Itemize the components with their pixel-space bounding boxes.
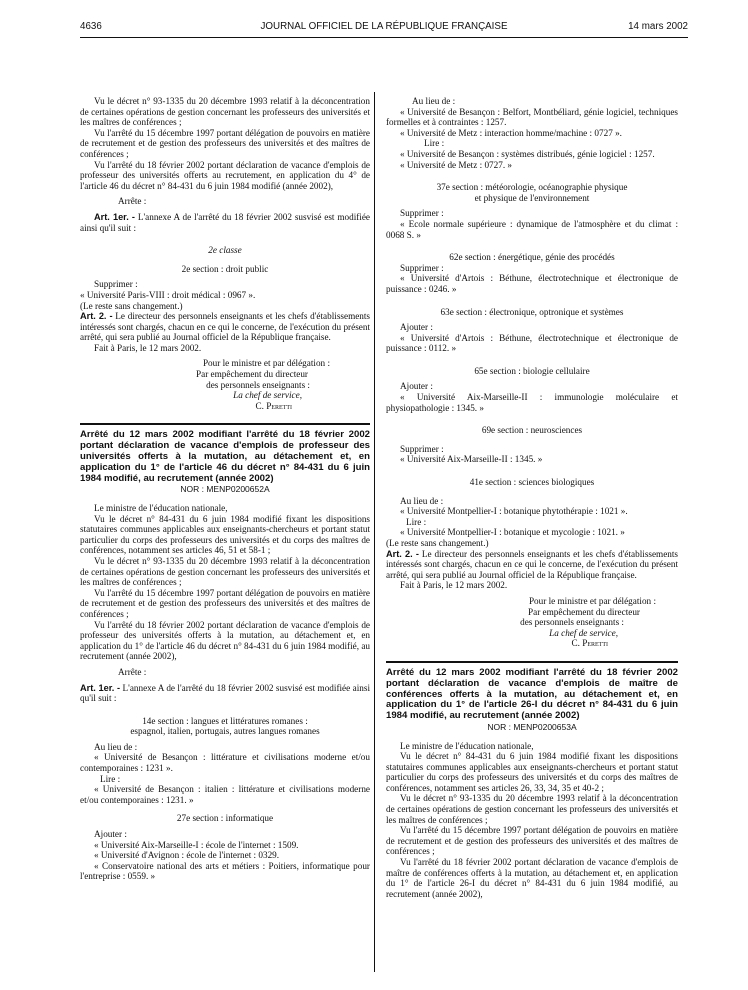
unchanged-note: (Le reste sans changement.) xyxy=(386,538,489,548)
entry: « Université d'Artois : Béthune, électrotechnique et électronique de puissance : 0112. » xyxy=(386,332,678,354)
aulieu-label: Au lieu de : xyxy=(412,96,456,106)
entry: « Université d'Avignon : école de l'internet : 0329. xyxy=(94,850,280,861)
signature-role xyxy=(386,628,678,639)
section-heading: 37e section : météorologie, océanographie physique xyxy=(436,182,628,193)
right-column xyxy=(386,96,678,899)
signature-line: Pour le ministre et par délégation : xyxy=(202,358,330,369)
unchanged-note: (Le reste sans changement.) xyxy=(80,300,183,311)
article-text: Le directeur des personnels enseignants et les chefs d'établissements intéressés sont chargés, chacun en ce qui le concerne, de l'exécution du présent arrêté, qui sera publié au Journal officiel de la République française. xyxy=(386,548,678,580)
aulieu-label: Au lieu de : xyxy=(94,741,138,752)
article-paragraph xyxy=(80,311,370,343)
signatory-name xyxy=(386,638,678,649)
minister-line: Le ministre de l'éducation nationale, xyxy=(400,740,534,751)
visa-paragraph: Vu l'arrêté du 18 février 2002 portant déclaration de vacance d'emplois de professeur des universités offerts à la mutation, au détachement et, en application du 1° de l'article 46 du décret n° 84-431 du 6 juin 1984 modifié, au recrutement (année 2002), xyxy=(80,619,370,662)
visa-paragraph: Vu l'arrêté du 15 décembre 1997 portant délégation de pouvoirs en matière de recrutement et de gestion des professeurs des universités et des maîtres de conférences ; xyxy=(80,587,370,619)
class-heading xyxy=(80,245,370,256)
column-divider xyxy=(374,92,375,972)
lire-label: Lire : xyxy=(406,516,427,527)
entry: « Ecole normale supérieure : dynamique de l'atmosphère et du climat : 0068 S. » xyxy=(386,218,678,240)
visa-paragraph: Vu le décret n° 93-1335 du 20 décembre 1993 relatif à la déconcentration de certaines opérations de gestion concernant les professeurs des universités et les maîtres de conférences ; xyxy=(386,793,678,825)
article-paragraph xyxy=(80,683,370,704)
entry: « Conservatoire national des arts et métiers : Poitiers, informatique pour l'entreprise : 0559. » xyxy=(80,860,370,882)
left-column xyxy=(80,96,370,882)
page-header xyxy=(80,22,688,36)
entry: « Université de Besançon : littérature et civilisations moderne et/ou contemporaines : 1231 ». xyxy=(80,752,370,774)
decree-title: Arrêté du 12 mars 2002 modifiant l'arrêté du 18 février 2002 portant déclaration de vacance d'emplois de professeur des universités offerts à la mutation, au détachement et, en application du 1° de l'article 46 du décret n° 84-431 du 6 juin 1984 modifié, au recrutement (année 2002) xyxy=(80,429,370,484)
section-heading: 62e section : énergétique, génie des procédés xyxy=(449,252,615,263)
ajouter-label: Ajouter : xyxy=(400,322,433,333)
article-text: L'annexe A de l'arrêté du 18 février 2002 susvisé est modifiée ainsi qu'il suit : xyxy=(80,682,370,704)
entry: « Université de Besançon : Belfort, Montbéliard, génie logiciel, techniques formelles et à contraintes : 1257. xyxy=(386,106,678,128)
signatory-name-text: C. Peretti xyxy=(571,638,608,649)
decree-block-2 xyxy=(80,423,370,882)
article-text: Le directeur des personnels enseignants et les chefs d'établissements intéressés sont chargés, chacun en ce qui le concerne, de l'exécution du présent arrêté, qui sera publié au Journal officiel de la République française. xyxy=(80,311,371,343)
section-heading: 41e section : sciences biologiques xyxy=(469,477,595,488)
section-heading: 65e section : biologie cellulaire xyxy=(474,365,590,376)
article-paragraph xyxy=(80,212,370,233)
section-heading-cont: et physique de l'environnement xyxy=(474,192,590,203)
signature-line: des personnels enseignants : xyxy=(206,379,310,390)
signatory-name xyxy=(80,401,370,412)
entry: « Université de Besançon : systèmes distribués, génie logiciel : 1257. xyxy=(400,148,655,159)
supprimer-label: Supprimer : xyxy=(400,208,444,219)
article-text: L'annexe A de l'arrêté du 18 février 2002 susvisé est modifiée ainsi qu'il suit : xyxy=(80,211,371,233)
decree-title: Arrêté du 12 mars 2002 modifiant l'arrêté du 18 février 2002 portant déclaration de vacance d'emplois de maître de conférences offerts à la mutation, au détachement et, en application du 1° de l'article 26-I du décret n° 84-431 du 6 juin 1984 modifié, au recrutement (année 2002) xyxy=(386,666,678,722)
section-heading: 63e section : électronique, optronique et systèmes xyxy=(440,306,624,317)
issue-date: 14 mars 2002 xyxy=(628,21,688,32)
section-heading: 69e section : neurosciences xyxy=(481,425,583,436)
entry: « Université de Metz : interaction homme/machine : 0727 ». xyxy=(400,127,622,138)
ajouter-label: Ajouter : xyxy=(400,381,433,392)
visa-paragraph: Vu le décret n° 84-431 du 6 juin 1984 modifié fixant les dispositions statutaires communes applicables aux enseignants-chercheurs et portant statut particulier du corps des professeurs des universités et du corps des maîtres de conférences, notamment ses articles 26, 33, 34, 35 et 40-2 ; xyxy=(386,751,678,793)
article-paragraph xyxy=(386,549,678,581)
header-rule xyxy=(80,37,688,38)
signature-line: des personnels enseignants : xyxy=(520,617,624,628)
nor-reference: NOR : MENP0200652A xyxy=(180,484,270,495)
visa-paragraph: Vu l'arrêté du 18 février 2002 portant déclaration de vacance d'emplois de maître de conférences offerts à la mutation, au détachement et, en application du 1° de l'article 26-I du décret n° 84-431 du 6 juin 1984 modifié, au recrutement (année 2002), xyxy=(386,857,678,899)
visa-paragraph: Vu l'arrêté du 15 décembre 1997 portant délégation de pouvoirs en matière de recrutement et de gestion des professeurs des universités et des maîtres de conférences ; xyxy=(80,127,370,159)
article-label: Art. 1er. - xyxy=(94,211,135,222)
section-heading: 14e section : langues et littératures romanes : xyxy=(142,715,308,726)
lire-label: Lire : xyxy=(100,773,121,784)
ajouter-label: Ajouter : xyxy=(94,829,127,840)
signatory-name-text: C. Peretti xyxy=(255,400,292,411)
entry: « Université d'Artois : Béthune, électrotechnique et électronique de puissance : 0246. » xyxy=(386,273,678,294)
supprimer-label: Supprimer : xyxy=(400,262,444,273)
minister-line: Le ministre de l'éducation nationale, xyxy=(94,503,228,514)
entry: « Université Montpellier-I : botanique phytothérapie : 1021 ». xyxy=(400,506,628,517)
arrete-label: Arrête : xyxy=(118,666,147,677)
section-heading-cont: espagnol, italien, portugais, autres langues romanes xyxy=(130,726,320,737)
visa-paragraph: Vu l'arrêté du 18 février 2002 portant déclaration de vacance d'emplois de professeur des universités offerts au recrutement, en application du 4° de l'article 46 du décret n° 84-431 du 6 juin 1984 modifié (année 2002), xyxy=(80,159,370,191)
supprimer-label: Supprimer : xyxy=(94,279,138,290)
entry: « Université de Besançon : italien : littérature et civilisations moderne et/ou contemporaines : 1231. » xyxy=(80,784,370,805)
entry: « Université de Metz : 0727. » xyxy=(400,159,513,170)
place-date: Fait à Paris, le 12 mars 2002. xyxy=(400,580,508,591)
aulieu-label: Au lieu de : xyxy=(400,495,444,506)
section-heading: 27e section : informatique xyxy=(176,813,274,824)
signature-role-text: La chef de service, xyxy=(233,390,302,401)
entry: « Université Aix-Marseille-I : école de l'internet : 1509. xyxy=(94,839,299,850)
journal-title: JOURNAL OFFICIEL DE LA RÉPUBLIQUE FRANÇAISE xyxy=(260,21,508,32)
signature-role xyxy=(80,390,370,401)
lire-label: Lire : xyxy=(424,138,445,149)
entry: « Université Paris-VIII : droit médical : 0967 ». xyxy=(80,289,256,300)
signature-line: Par empêchement du directeur xyxy=(528,606,640,617)
visa-paragraph: Vu le décret n° 93-1335 du 20 décembre 1993 relatif à la déconcentration de certaines opérations de gestion concernant les professeurs des universités et les maîtres de conférences ; xyxy=(80,96,370,128)
supprimer-label: Supprimer : xyxy=(400,443,444,454)
decree-block-3 xyxy=(386,661,678,899)
entry: « Université Montpellier-I : botanique et mycologie : 1021. » xyxy=(400,527,625,538)
article-label: Art. 2. - xyxy=(80,311,113,322)
visa-paragraph: Vu le décret n° 84-431 du 6 juin 1984 modifié fixant les dispositions statutaires communes applicables aux enseignants-chercheurs et portant statut particulier du corps des professeurs des universités et du corps des maîtres de conférences, notamment ses articles 46, 51 et 58-1 ; xyxy=(80,513,370,556)
entry: « Université Aix-Marseille-II : immunologie moléculaire et physiopathologie : 1345. » xyxy=(386,392,678,413)
visa-paragraph: Vu le décret n° 93-1335 du 20 décembre 1993 relatif à la déconcentration de certaines opérations de gestion concernant les professeurs des universités et les maîtres de conférences ; xyxy=(80,555,370,588)
article-label: Art. 1er. - xyxy=(80,682,121,693)
place-date: Fait à Paris, le 12 mars 2002. xyxy=(94,342,202,353)
signature-line: Pour le ministre et par délégation : xyxy=(528,595,656,606)
signature-role-text: La chef de service, xyxy=(549,627,618,638)
signature-line: Par empêchement du directeur xyxy=(196,369,308,380)
article-label: Art. 2. - xyxy=(386,548,419,559)
page-number: 4636 xyxy=(80,21,102,32)
entry: « Université Aix-Marseille-II : 1345. » xyxy=(400,454,543,465)
visa-paragraph: Vu l'arrêté du 15 décembre 1997 portant délégation de pouvoirs en matière de recrutement et de gestion des professeurs des universités et des maîtres de conférences ; xyxy=(386,825,678,857)
class-heading-text: 2e classe xyxy=(208,245,242,256)
arrete-label: Arrête : xyxy=(118,196,147,207)
nor-reference: NOR : MENP0200653A xyxy=(487,721,577,732)
section-heading: 2e section : droit public xyxy=(181,263,269,274)
